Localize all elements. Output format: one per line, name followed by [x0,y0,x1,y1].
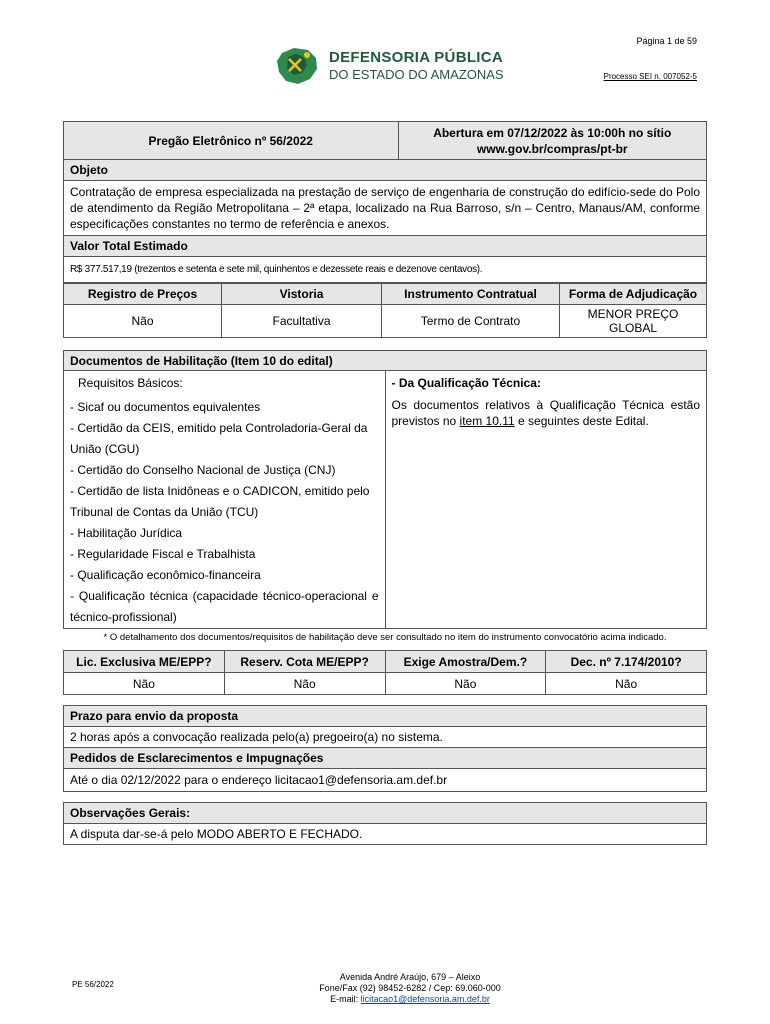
value-instrumento: Termo de Contrato [382,305,560,338]
qualificacao-text-b: e seguintes deste Edital. [514,414,649,428]
requisito-item: - Certidão da CEIS, emitido pela Controladoria-Geral da União (CGU) [70,421,368,456]
habilitacao-note: * O detalhamento dos documentos/requisitos de habilitação deve ser consultado no item do instrumento convocatório acima indicado. [103,632,667,643]
defensoria-logo [274,45,504,87]
valor-label: Valor Total Estimado [64,236,707,257]
prazo-text: 2 horas após a convocação realizada pelo(a) pregoeiro(a) no sistema. [64,727,707,748]
requisito-item: - Qualificação econômico-financeira [70,568,261,582]
qualificacao-text-a: Os documentos relativos à Qualificação Técnica estão previstos no [391,398,700,428]
header-decreto: Dec. nº 7.174/2010? [546,651,707,673]
abertura-line1: Abertura em 07/12/2022 às 10:00h no sítio [433,125,672,140]
observacoes-text: A disputa dar-se-á pelo MODO ABERTO E FECHADO. [64,824,707,845]
header-registro: Registro de Preços [64,284,222,305]
valor-text: R$ 377.517,19 (trezentos e setenta e sete mil, quinhentos e dezessete reais e dezenove centavos). [64,257,707,283]
prazo-label: Prazo para envio da proposta [64,706,707,727]
requisito-item: - Sicaf ou documentos equivalentes [70,400,261,414]
pregao-title: Pregão Eletrônico nº 56/2022 [64,122,399,160]
summary-table [63,121,707,283]
requisitos-heading: Requisitos Básicos: [78,376,183,390]
observacoes-label: Observações Gerais: [64,803,707,824]
header-cota: Reserv. Cota ME/EPP? [224,651,385,673]
pedidos-label: Pedidos de Esclarecimentos e Impugnações [64,748,707,769]
habilitacao-table [63,350,707,629]
footer-email-link[interactable]: licitacao1@defensoria.am.def.br [360,994,490,1004]
objeto-label: Objeto [64,160,707,181]
logo-title: DEFENSORIA PÚBLICA [329,49,504,66]
requisito-item: - Habilitação Jurídica [70,526,183,540]
contract-info-table [63,283,707,338]
footer-doc-ref: PE 56/2022 [72,980,114,989]
requisito-item: - Certidão do Conselho Nacional de Justiça (CNJ) [70,463,336,477]
requisito-item: - Qualificação técnica (capacidade técnico-operacional e técnico-profissional) [70,589,379,624]
processo-number: Processo SEI n. 007052-5 [603,72,697,81]
value-decreto: Não [546,673,707,695]
value-amostra: Não [385,673,546,695]
header-amostra: Exige Amostra/Dem.? [385,651,546,673]
header-exclusiva: Lic. Exclusiva ME/EPP? [64,651,225,673]
summary-block [63,121,707,338]
habilitacao-title: Documentos de Habilitação (Item 10 do edital) [64,351,707,371]
prazo-table [63,705,707,792]
header-vistoria: Vistoria [222,284,382,305]
habilitacao-block [63,350,707,646]
page-number: Página 1 de 59 [636,36,697,46]
value-registro: Não [64,305,222,338]
header-forma: Forma de Adjudicação [560,284,707,305]
item-10-11-reference: item 10.11 [459,414,515,428]
value-exclusiva: Não [64,673,225,695]
qualificacao-cell [385,371,707,629]
requisitos-cell [64,371,386,629]
value-cota: Não [224,673,385,695]
footer-street: Avenida André Araújo, 679 – Aleixo [339,972,481,982]
abertura-cell [398,122,707,160]
me-epp-block [63,650,707,695]
abertura-line2: www.gov.br/compras/pt-br [476,141,628,156]
prazo-block [63,705,707,792]
footer-email-line [260,994,560,1005]
requisito-item: - Certidão de lista Inidôneas e o CADICON, emitido pelo Tribunal de Contas da União (TCU) [70,484,370,519]
header-instrumento: Instrumento Contratual [382,284,560,305]
footer-email-prefix: E-mail: [330,994,361,1004]
footer-address [260,972,560,1005]
observacoes-block [63,802,707,845]
objeto-text: Contratação de empresa especializada na prestação de serviço de engenharia de construção do edifício-sede do Polo de atendimento da Região Metropolitana – 2ª etapa, localizado na Rua Barroso, s/n – Centro, Manaus/AM, conforme especificações constantes no termo de referência e anexos. [64,181,707,236]
footer-phone: Fone/Fax (92) 98452-6282 / Cep: 69.060-000 [319,983,501,993]
pedidos-text: Até o dia 02/12/2022 para o endereço licitacao1@defensoria.am.def.br [64,769,707,792]
requisito-item: - Regularidade Fiscal e Trabalhista [70,547,256,561]
amazonas-map-logo-icon [274,45,320,87]
value-forma: MENOR PREÇO GLOBAL [560,305,707,338]
logo-subtitle: DO ESTADO DO AMAZONAS [329,67,504,82]
me-epp-table [63,650,707,695]
qualificacao-text [392,397,701,429]
value-vistoria: Facultativa [222,305,382,338]
qualificacao-heading: - Da Qualificação Técnica: [391,376,541,390]
observacoes-table [63,802,707,845]
